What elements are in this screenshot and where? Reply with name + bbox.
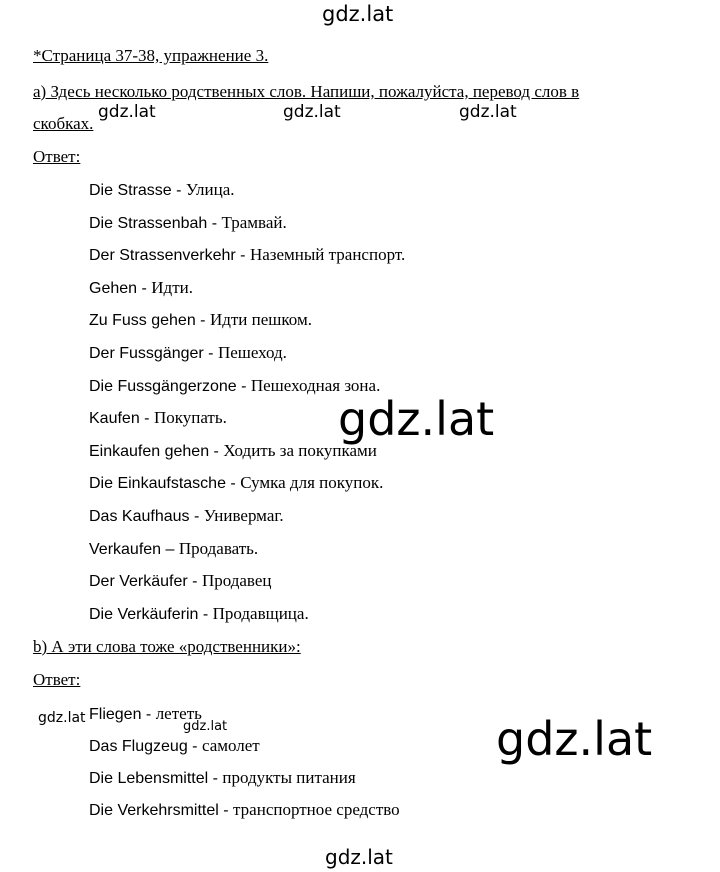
russian-translation: Продавец xyxy=(201,571,272,591)
german-word: Der Verkäufer xyxy=(89,573,188,591)
vocab-item xyxy=(89,801,400,819)
separator: - xyxy=(208,770,223,787)
separator: - xyxy=(198,605,213,623)
separator: - xyxy=(171,182,186,199)
answer-label-a: Ответ: xyxy=(33,147,81,166)
vocab-item xyxy=(89,737,260,755)
vocab-item xyxy=(89,246,405,264)
separator: - xyxy=(218,802,234,819)
vocab-item xyxy=(89,409,227,427)
watermark-row-a-1: gdz.lat xyxy=(98,102,156,122)
russian-translation: Универмаг. xyxy=(203,506,284,525)
russian-translation: Ходить за покупками xyxy=(223,440,377,460)
russian-translation: Трамвай. xyxy=(221,212,287,232)
separator: - xyxy=(203,345,218,362)
watermark-row-a-3: gdz.lat xyxy=(459,102,517,122)
exercise-header: *Страница 37-38, упражнение 3. xyxy=(33,46,269,65)
task-a-text-line2: скобках. xyxy=(33,114,94,133)
task-b-text: b) А эти слова тоже «родственники»: xyxy=(33,637,301,656)
watermark-top: gdz.lat xyxy=(322,2,394,26)
vocab-item xyxy=(89,605,309,623)
german-word: Die Verkehrsmittel xyxy=(89,802,219,819)
separator: - xyxy=(209,442,224,460)
separator: - xyxy=(189,508,204,525)
vocab-item xyxy=(89,474,383,492)
german-word: Gehen xyxy=(89,279,138,297)
russian-translation: Наземный транспорт. xyxy=(249,245,406,265)
german-word: Die Lebensmittel xyxy=(89,770,209,787)
russian-translation: Улица. xyxy=(185,180,235,199)
separator: - xyxy=(195,312,210,330)
german-word: Die Strasse xyxy=(89,182,172,199)
separator: - xyxy=(139,410,154,428)
russian-translation: Продавщица. xyxy=(212,603,309,623)
german-word: Der Fussgänger xyxy=(89,345,204,362)
vocab-item xyxy=(89,377,380,395)
russian-translation: транспортное средство xyxy=(233,800,400,819)
russian-translation: Пешеходная зона. xyxy=(250,375,381,395)
german-word: Kaufen xyxy=(89,410,140,428)
vocab-item xyxy=(89,572,272,590)
separator: - xyxy=(137,279,152,297)
watermark-bottom: gdz.lat xyxy=(325,845,393,869)
vocab-item xyxy=(89,279,193,297)
separator: - xyxy=(207,214,222,232)
watermark-bottom-mid-small: gdz.lat xyxy=(183,719,228,734)
vocab-item xyxy=(89,344,287,362)
vocab-item xyxy=(89,442,377,460)
separator: - xyxy=(141,706,156,723)
german-word: Die Verkäuferin xyxy=(89,605,199,623)
vocab-item xyxy=(89,181,235,199)
vocab-item xyxy=(89,507,284,525)
vocab-item xyxy=(89,214,287,232)
russian-translation: продукты питания xyxy=(222,768,356,787)
russian-translation: Идти. xyxy=(151,277,193,297)
watermark-middle-big: gdz.lat xyxy=(338,392,495,446)
russian-translation: самолет xyxy=(201,736,260,755)
watermark-row-a-2: gdz.lat xyxy=(283,102,341,122)
task-a-text-line1: а) Здесь несколько родственных слов. Напиши, пожалуйста, перевод слов в xyxy=(33,82,580,101)
vocab-item xyxy=(89,311,312,329)
russian-translation: Сумка для покупок. xyxy=(240,473,384,493)
separator: - xyxy=(235,247,250,265)
german-word: Die Fussgängerzone xyxy=(89,377,237,395)
german-word: Der Strassenverkehr xyxy=(89,247,236,265)
german-word: Verkaufen xyxy=(89,540,162,558)
german-word: Die Einkaufstasche xyxy=(89,475,226,493)
separator: - xyxy=(187,738,202,755)
watermark-bottom-right-big: gdz.lat xyxy=(496,712,653,766)
russian-translation: Пешеход. xyxy=(217,343,287,362)
answer-label-b: Ответ: xyxy=(33,670,81,689)
separator: – xyxy=(161,540,179,558)
vocab-item xyxy=(89,540,258,558)
separator: - xyxy=(236,377,251,395)
german-word: Einkaufen gehen xyxy=(89,442,210,460)
german-word: Die Strassenbah xyxy=(89,214,208,232)
russian-translation: Идти пешком. xyxy=(209,310,312,330)
russian-translation: Продавать. xyxy=(178,538,259,558)
russian-translation: лететь xyxy=(155,704,202,723)
german-word: Das Flugzeug xyxy=(89,738,188,755)
russian-translation: Покупать. xyxy=(153,408,227,428)
german-word: Das Kaufhaus xyxy=(89,508,190,525)
vocab-item xyxy=(89,769,356,787)
german-word: Zu Fuss gehen xyxy=(89,312,196,330)
separator: - xyxy=(187,573,202,591)
separator: - xyxy=(225,475,241,493)
watermark-bottom-left-small: gdz.lat xyxy=(38,710,86,726)
german-word: Fliegen xyxy=(89,706,142,723)
